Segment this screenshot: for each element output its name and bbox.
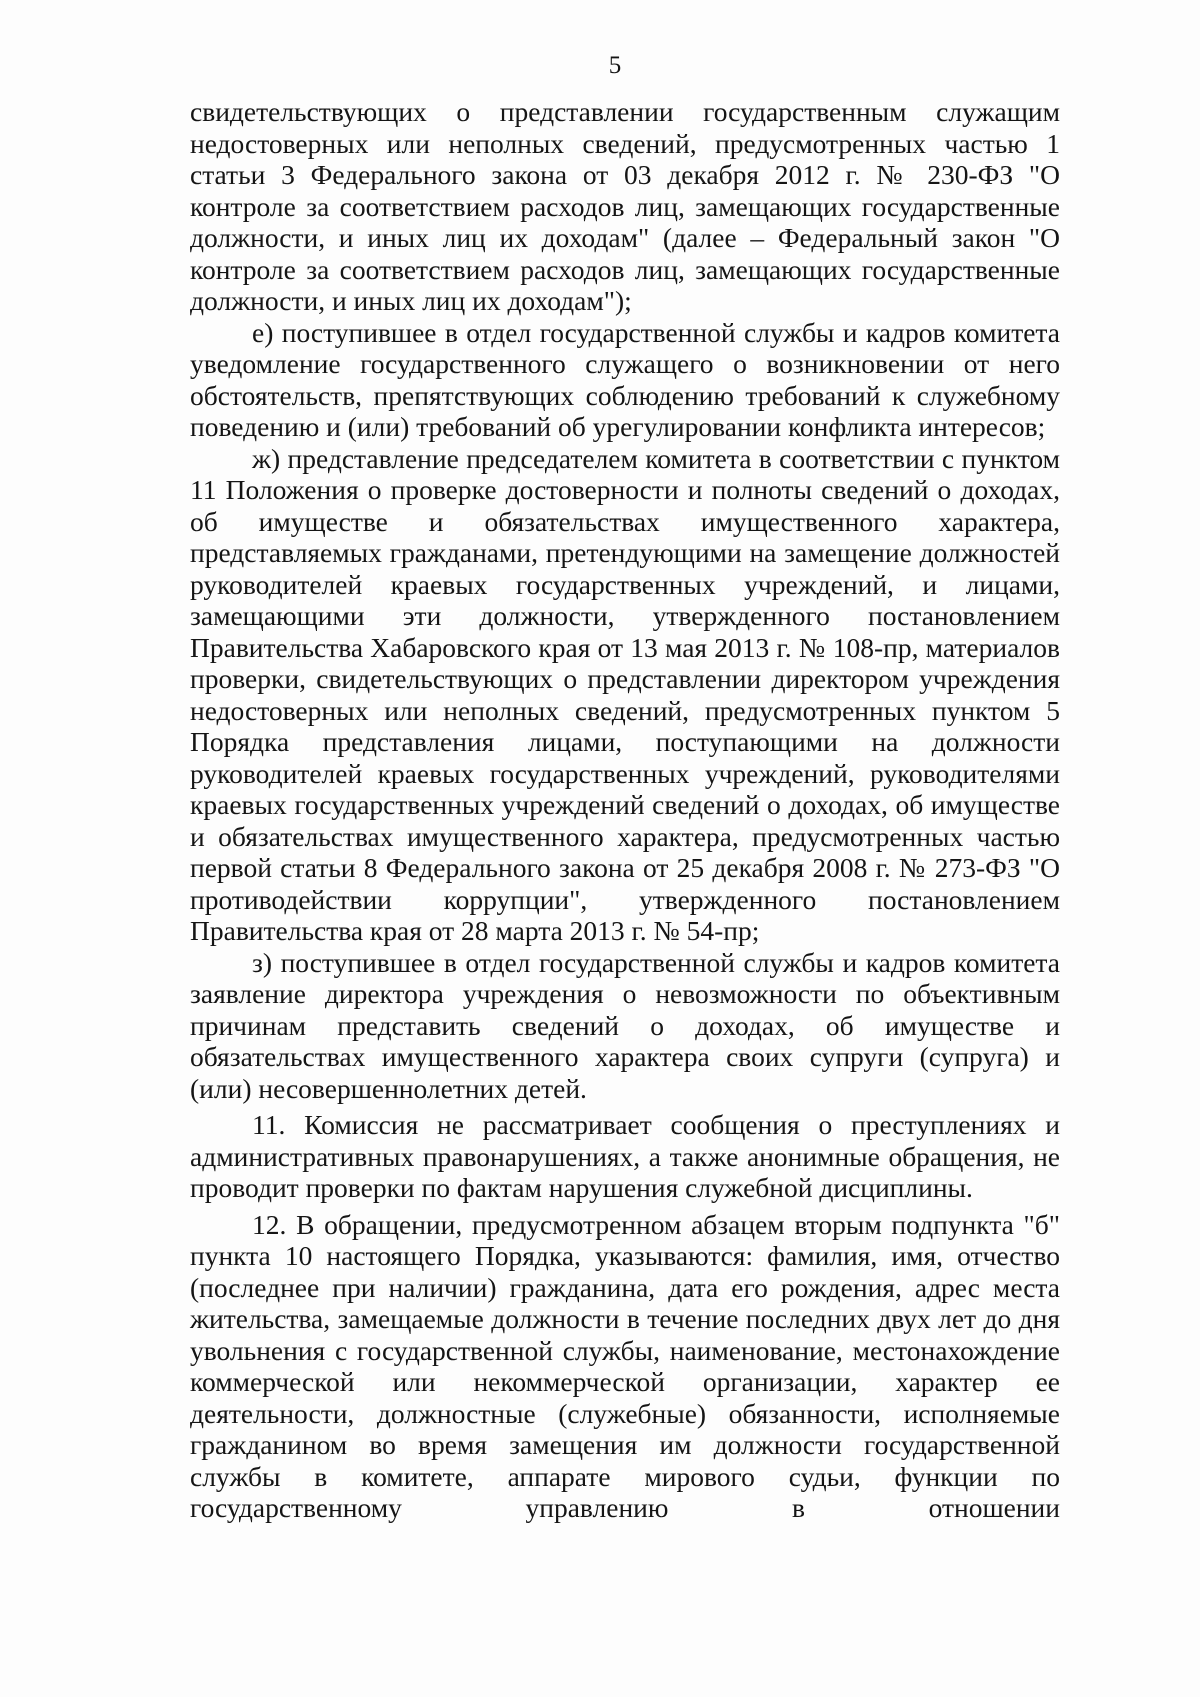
paragraph-item-12: 12. В обращении, предусмотренном абзацем вторым подпункта "б" пункта 10 настоящего Порядка, указываются: фамилия, имя, отчество (последнее при наличии) гражданина, дата его рождения, адрес места жительства, замещаемые должности в течение последних двух лет до дня увольнения с государственной службы, наименование, местонахождение коммерческой или некоммерческой организации, характер ее деятельности, должностные (служебные) обязанности, исполняемые гражданином во время замещения им должности государственной службы в комитете, аппарате мирового судьи, функции по государственному управлению в отношении bbox=[190, 1208, 1060, 1523]
page-number: 5 bbox=[608, 52, 622, 79]
paragraph-continuation: свидетельствующих о представлении государственным служащим недостоверных или неполных сведений, предусмотренных частью 1 статьи 3 Федерального закона от 03 декабря 2012 г. № 230-ФЗ "О контроле за соответствием расходов лиц, замещающих государственные должности, и иных лиц их доходам" (далее – Федеральный закон "О контроле за соответствием расходов лиц, замещающих государственные должности, и иных лиц их доходам"); bbox=[190, 96, 1060, 316]
document-body bbox=[190, 96, 1060, 1524]
paragraph-item-zh: ж) представление председателем комитета в соответствии с пунктом 11 Положения о проверке достоверности и полноты сведений о доходах, об имуществе и обязательствах имущественного характера, представляемых гражданами, претендующими на замещение должностей руководителей краевых государственных учреждений, и лицами, замещающими эти должности, утвержденного постановлением Правительства Хабаровского края от 13 мая 2013 г. № 108-пр, материалов проверки, свидетельствующих о представлении директором учреждения недостоверных или неполных сведений, предусмотренных пунктом 5 Порядка представления лицами, поступающими на должности руководителей краевых государственных учреждений, руководителями краевых государственных учреждений сведений о доходах, об имуществе и обязательствах имущественного характера, предусмотренных частью первой статьи 8 Федерального закона от 25 декабря 2008 г. № 273-ФЗ "О противодействии коррупции", утвержденного постановлением Правительства края от 28 марта 2013 г. № 54-пр; bbox=[190, 442, 1060, 946]
paragraph-item-11: 11. Комиссия не рассматривает сообщения о преступлениях и административных правонарушениях, а также анонимные обращения, не проводит проверки по фактам нарушения служебной дисциплины. bbox=[190, 1109, 1060, 1203]
paragraph-item-z: з) поступившее в отдел государственной службы и кадров комитета заявление директора учреждения о невозможности по объективным причинам представить сведений о доходах, об имуществе и обязательствах имущественного характера своих супруги (супруга) и (или) несовершеннолетних детей. bbox=[190, 946, 1060, 1104]
paragraph-item-e: е) поступившее в отдел государственной службы и кадров комитета уведомление государственного служащего о возникновении от него обстоятельств, препятствующих соблюдению требований к служебному поведению и (или) требований об урегулировании конфликта интересов; bbox=[190, 316, 1060, 442]
